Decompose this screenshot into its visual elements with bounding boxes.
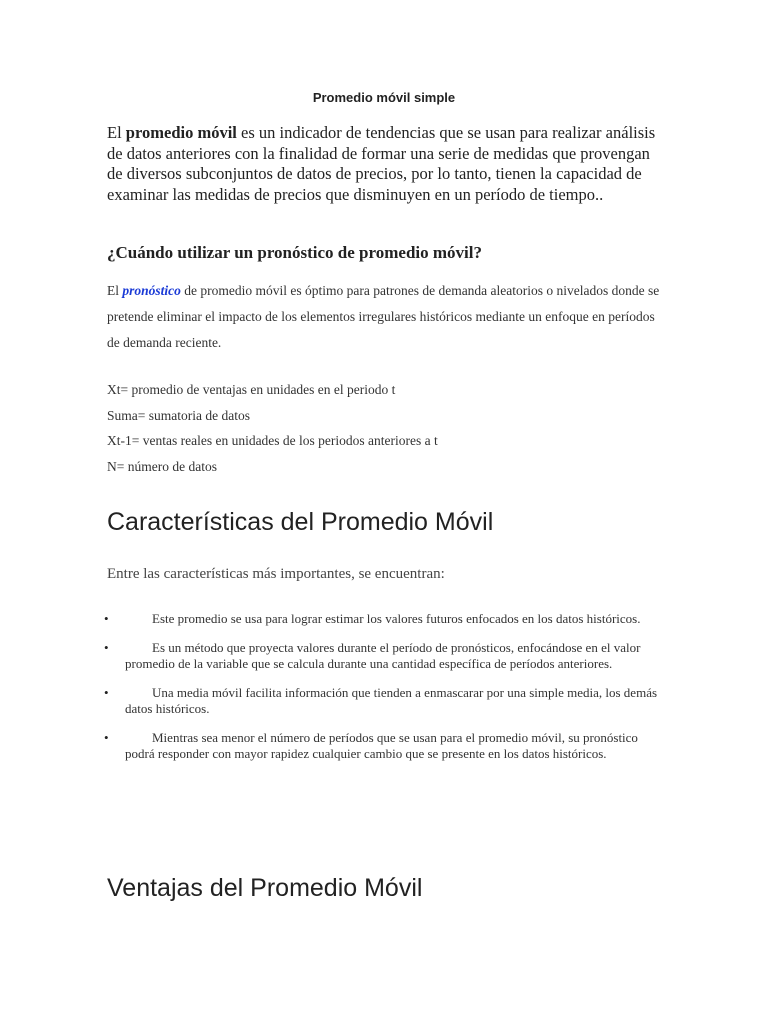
variable-item: Xt= promedio de ventajas en unidades en el periodo t bbox=[107, 382, 396, 397]
pronostico-link[interactable]: pronóstico bbox=[122, 283, 181, 298]
bullet-icon: • bbox=[104, 611, 109, 626]
question-heading: ¿Cuándo utilizar un pronóstico de promedio móvil? bbox=[107, 243, 482, 262]
feature-item bbox=[104, 639, 667, 673]
definition-prefix: El bbox=[107, 283, 123, 298]
intro-prefix: El bbox=[107, 123, 126, 142]
intro-rest: es un indicador de tendencias que se usan para realizar análisis de datos anteriores con la finalidad de formar una serie de medidas que provengan de diversos subconjuntos de datos de precios, por lo tanto, tienen la capacidad de examinar las medidas de precios que disminuyen en un período de tiempo.. bbox=[107, 123, 656, 204]
features-list bbox=[104, 611, 667, 775]
feature-text: Mientras sea menor el número de períodos que se usan para el promedio móvil, su pronóstico podrá responder con mayor rapidez cualquier cambio que se presente en los datos históricos. bbox=[125, 729, 638, 761]
section-heading-caracteristicas: Características del Promedio Móvil bbox=[107, 508, 494, 536]
feature-text: Es un método que proyecta valores durante el período de pronósticos, enfocándose en el valor promedio de la variable que se calcula durante una cantidad específica de períodos anteriores. bbox=[125, 639, 641, 671]
feature-item bbox=[104, 611, 667, 628]
variables-list bbox=[107, 377, 667, 479]
section-heading-ventajas: Ventajas del Promedio Móvil bbox=[107, 874, 423, 902]
bullet-icon: • bbox=[104, 684, 109, 700]
document-title: Promedio móvil simple bbox=[312, 90, 456, 105]
bullet-icon: • bbox=[104, 729, 109, 745]
intro-bold-term: promedio móvil bbox=[125, 123, 237, 142]
bullet-icon: • bbox=[104, 639, 109, 655]
variable-item: N= número de datos bbox=[107, 458, 217, 474]
variable-item: Xt-1= ventas reales en unidades de los periodos anteriores a t bbox=[107, 433, 438, 448]
feature-text: Una media móvil facilita información que tienden a enmascarar por una simple media, los demás datos históricos. bbox=[125, 684, 658, 716]
definition-rest: de promedio móvil es óptimo para patrones de demanda aleatorios o nivelados donde se pretende eliminar el impacto de los elementos irregulares históricos mediante un enfoque en períodos de demanda reciente. bbox=[107, 283, 660, 350]
feature-item bbox=[104, 684, 667, 718]
definition-paragraph bbox=[107, 278, 667, 356]
feature-text: Este promedio se usa para lograr estimar los valores futuros enfocados en los datos históricos. bbox=[152, 611, 641, 626]
feature-item bbox=[104, 729, 667, 763]
section1-intro: Entre las características más importantes, se encuentran: bbox=[107, 566, 445, 582]
variable-item: Suma= sumatoria de datos bbox=[107, 407, 250, 423]
intro-paragraph bbox=[107, 123, 667, 205]
